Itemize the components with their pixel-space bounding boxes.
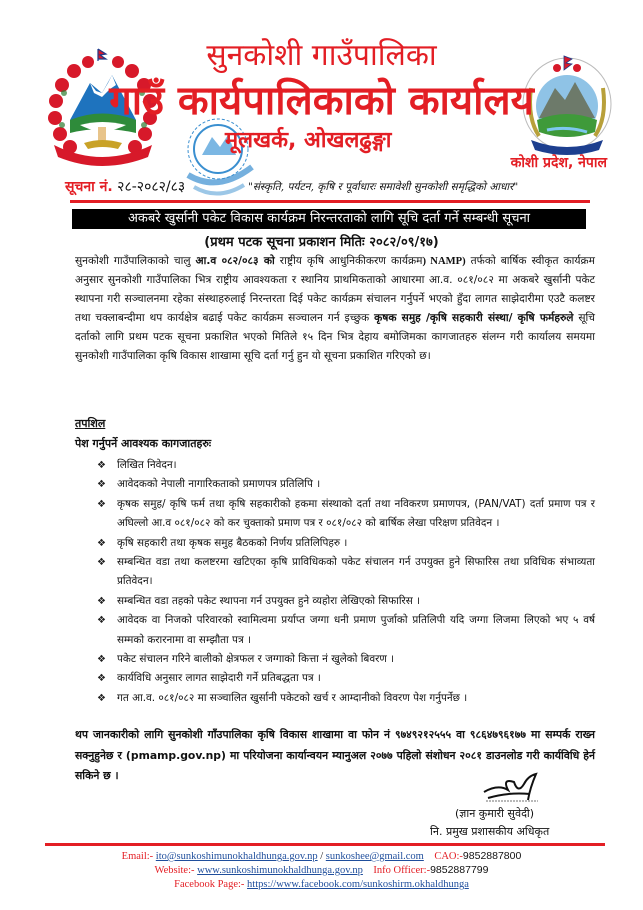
para-bold-applicants: कृषक समुह /कृषि सहकारी संस्था/ कृषि फर्महरुले (374, 312, 574, 324)
website-label: Website:- (154, 865, 198, 876)
list-item (95, 669, 595, 688)
email-link-2[interactable]: sunkoshee@gmail.com (325, 851, 424, 862)
bullet-icon: ❖ (97, 479, 106, 491)
list-item (95, 553, 595, 592)
para-text: सूचि दर्ताको लागि प्रथम पटक सूचना प्रकाशित भएको मितिले १५ दिन भित्र देहाय बमोजिमका कागजातहरु संलग्न गरी कार्यालय समयमा सुनकोशी गाउँपालिका कृषि विकास शाखामा सूचि दर्ता गर्नु हुन यो सूचना प्रकाशित गरिएको छ। (75, 312, 596, 362)
bullet-icon: ❖ (97, 673, 106, 685)
document-text: कार्यविधि अनुसार लागत साझेदारी गर्ने प्रतिबद्धता पत्र । (117, 672, 321, 685)
notice-title: अकबरे खुर्सानी पकेट विकास कार्यक्रम निरन्तरताको लागि सूचि दर्ता गर्ने सम्बन्धी सूचना (72, 209, 586, 229)
document-text: आवेदक वा निजको परिवारको स्वामित्वमा प्रर्याप्त जग्गा धनी प्रमाण पुर्जाको प्रतिलिपी यदि जग्गा लिजमा लिएको भए ५ वर्ष सम्मको करारनामा वा सम्झौता पत्र । (117, 614, 595, 646)
notice-number: २८-२०८२/८३ (117, 179, 186, 195)
para-bold-namp: ) NAMP) (422, 256, 466, 267)
list-item (95, 689, 595, 708)
bullet-icon: ❖ (97, 615, 106, 627)
footer-divider (45, 843, 605, 846)
list-item (95, 650, 595, 669)
info-officer-phone: 9852887799 (430, 864, 489, 876)
footer-website-line (0, 864, 643, 877)
document-text: कृषि सहकारी तथा कृषक समुह बैठकको निर्णय प्रतिलिपिहरु । (117, 536, 348, 549)
para-bold-fiscal-year: आ.व ०८२/०८३ को (195, 255, 275, 267)
slogan: "संस्कृति, पर्यटन, कृषि र पूर्वाधारः समावेशी सुनकोशी समृद्धिको आधार" (248, 181, 519, 193)
bullet-icon: ❖ (97, 654, 106, 666)
details-heading: तपशिल (75, 417, 106, 430)
document-text: लिखित निवेदन। (117, 459, 177, 471)
email-link-1[interactable]: ito@sunkoshimunokhaldhunga.gov.np (155, 851, 318, 862)
notice-number-label: सूचना नं. (65, 179, 113, 195)
list-item (95, 592, 595, 611)
cao-phone: 9852887800 (462, 850, 522, 862)
email-label: Email:- (121, 851, 156, 862)
required-documents-list (95, 456, 595, 708)
document-text: कृषक समुह/ कृषि फर्म तथा कृषि सहकारीको हकमा संस्थाको दर्ता तथा नविकरण प्रमाणपत्र, (PAN/VAT) दर्ता प्रमाण पत्र र अघिल्लो आ.व ०८१/०८२ को कर चुक्ताको प्रमाण पत्र र ०८१/०८२ को बार्षिक लेखा परिक्षण प्रतिवेदन । (117, 497, 595, 530)
bullet-icon: ❖ (97, 460, 106, 471)
province-name: कोशी प्रदेश, नेपाल (510, 155, 607, 171)
footer-email-line (0, 850, 643, 863)
office-address: मूलखर्क, ओखलढुङ्गा (225, 128, 392, 153)
footer-facebook-line (0, 878, 643, 891)
para-text: सुनकोशी गाउँपालिकाको चालु (75, 255, 196, 267)
documents-heading: पेश गर्नुपर्ने आवश्यक कागजातहरुः (75, 437, 212, 450)
signatory-name: (ज्ञान कुमारी सुवेदी) (455, 807, 535, 820)
bullet-icon: ❖ (97, 537, 106, 549)
bullet-icon: ❖ (97, 498, 106, 510)
bullet-icon: ❖ (97, 692, 106, 704)
para-text: राष्ट्रीय कृषि आधुनिकीकरण कार्यक्रम (274, 255, 423, 267)
bullet-icon: ❖ (97, 595, 106, 607)
notice-number-line (65, 177, 185, 196)
list-item (95, 611, 595, 650)
notice-subtitle: (प्रथम पटक सूचना प्रकाशन मितिः २०८२/०९/१७) (204, 235, 439, 250)
website-link[interactable]: www.sunkoshimunokhaldhunga.gov.np (197, 865, 363, 876)
document-text: सम्बन्धित वडा तथा कलष्टरमा खटिएका कृषि प्राविधिकको पकेट संचालन गर्न उपयुक्त हुने सिफारिस तथा प्रविधिक संभाव्यता प्रतिवेदन। (117, 556, 595, 588)
document-text: सम्बन्धित वडा तहको पकेट स्थापना गर्न उपयुक्त हुने व्यहोरा लेखिएको सिफारिस । (117, 594, 421, 607)
signatory-title: नि. प्रमुख प्रशासकीय अधिकृत (430, 825, 550, 838)
cao-label: CAO:- (434, 851, 463, 862)
signature-image (478, 770, 548, 804)
list-item (95, 456, 595, 475)
para-text: तर्फको बार्षिक स्वीकृत कार्यक्रम अनुसार सुनकोशी गाउँपालिका भित्र राष्ट्रीय आवश्यकता र स्थानिय प्राथमिकताको आधारमा आ.व. ०८१/०८२ मा अकबरे खुर्सानी पकेट स्थापना गरी सञ्चालनमा रहेका संस्थाहरुलाई निरन्तरता दिई पकेट कार्यक्रम संचालन गर्नुपर्ने भएको हुँदा लागत साझेदारीमा एउटै कलष्टर तथा चक्लाबन्दीमा थप कार्यक्षेत्र बढाई पकेट कार्यक्रम सञ्चालन गर्न इच्छुक (75, 255, 596, 324)
notice-paragraph (75, 252, 595, 366)
office-name: गाउँ कार्यपालिकाको कार्यालय (109, 78, 534, 124)
document-text: गत आ.व. ०८१/०८२ मा सञ्चालित खुर्सानी पकेटको खर्च र आम्दानीको विवरण पेश गर्नुपर्नेछ । (117, 691, 468, 704)
header-divider (70, 200, 590, 203)
list-item (95, 534, 595, 553)
bullet-icon: ❖ (97, 557, 106, 569)
contact-paragraph: थप जानकारीको लागि सुनकोशी गाँउपालिका कृषि विकास शाखामा वा फोन नं ९७४९२१२५५५ वा ९८६४७९६१७७ मा सम्पर्क राख्न सक्नुहुनेछ र (pmamp.gov.np) मा परियोजना कार्यान्वयन म्यानुअल २०७७ पहिलो संशोधन २०८१ डाउनलोड गरी कार्यविधि हेर्न सकिने छ । (75, 728, 595, 782)
document-text: आवेदकको नेपाली नागारिकताको प्रमाणपत्र प्रतिलिपि । (117, 478, 321, 491)
list-item (95, 495, 595, 534)
facebook-link[interactable]: https://www.facebook.com/sunkoshirm.okhaldhunga (247, 879, 469, 890)
document-text: पकेट संचालन गरिने बालीको क्षेत्रफल र जग्गाको कित्ता नं खुलेको बिवरण । (117, 653, 395, 666)
municipality-name: सुनकोशी गाउँपालिका (206, 38, 437, 73)
email-separator: / (317, 851, 326, 862)
facebook-label: Facebook Page:- (174, 879, 248, 890)
list-item (95, 475, 595, 494)
info-officer-label: Info Officer:- (373, 865, 431, 876)
